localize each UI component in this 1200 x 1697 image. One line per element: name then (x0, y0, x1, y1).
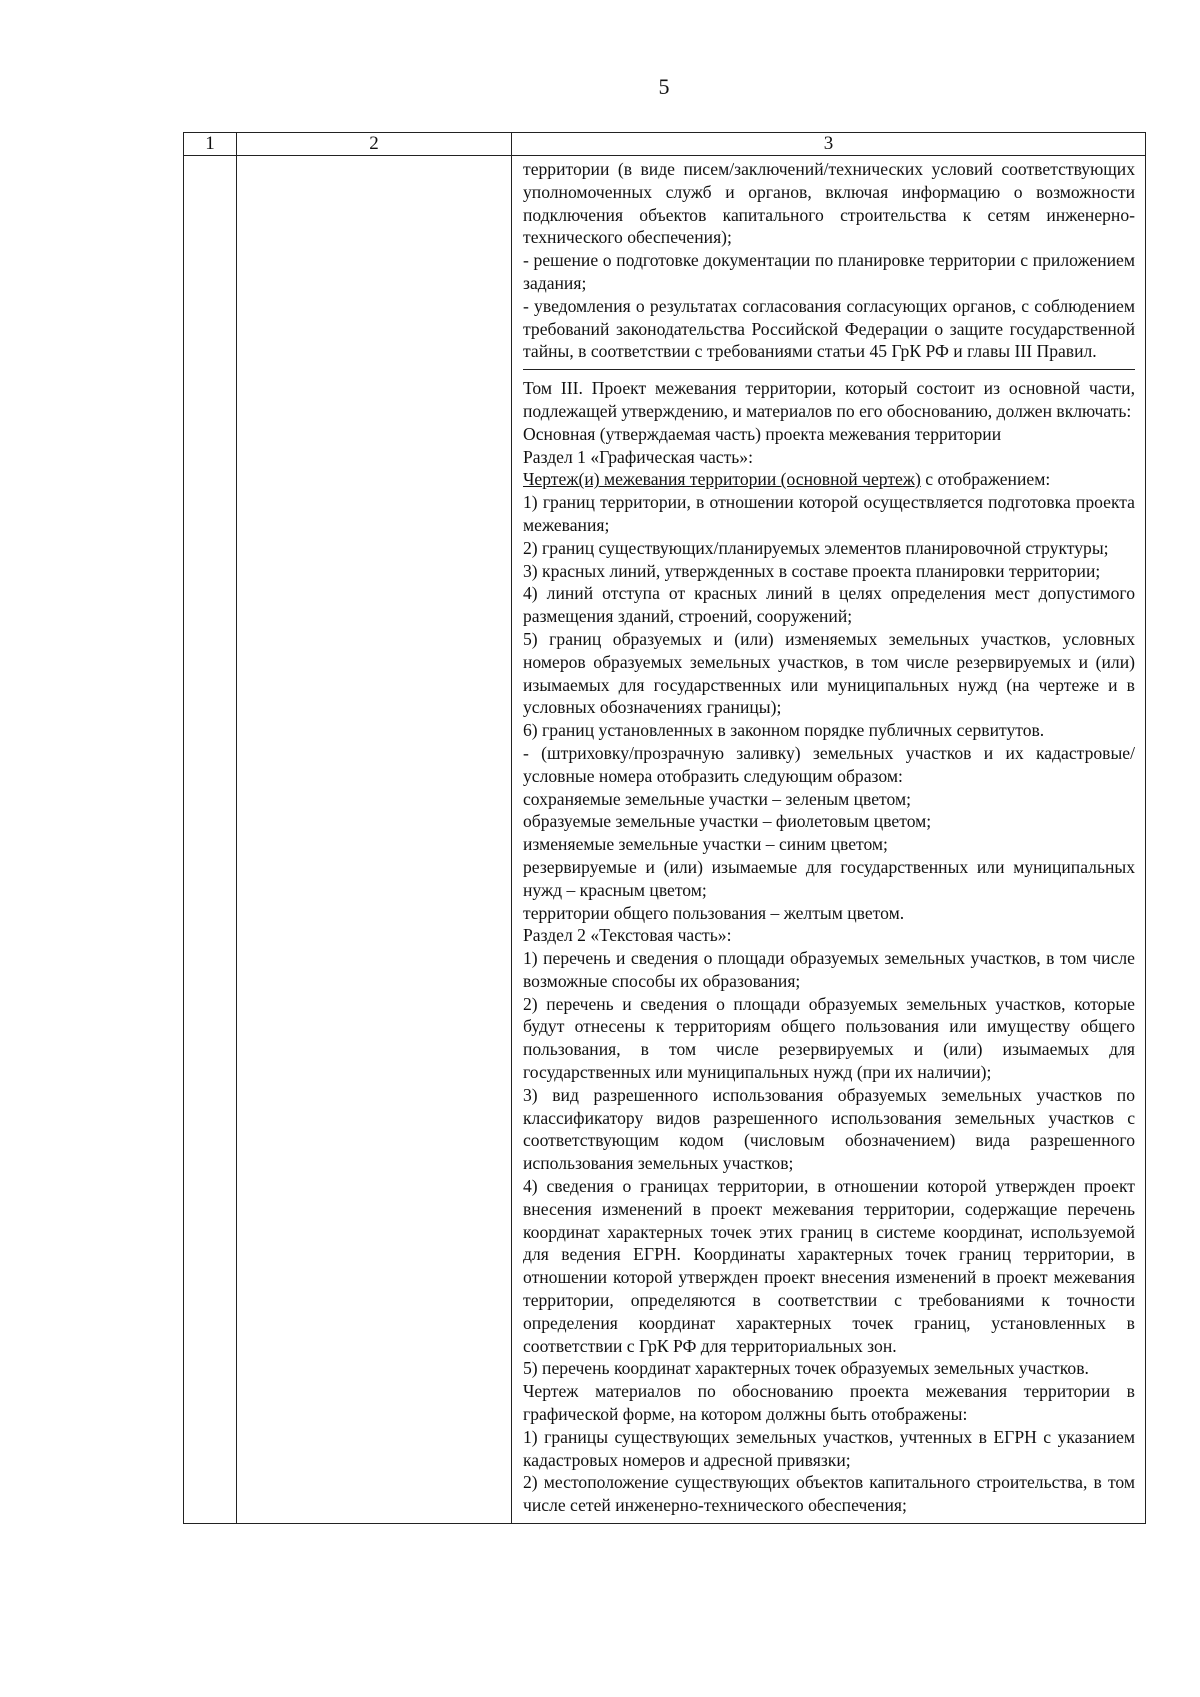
text-block (523, 157, 1135, 369)
table-row (184, 156, 1146, 1524)
paragraph: Чертеж материалов по обоснованию проекта межевания территории в графической форме, на котором должны быть отображены: (523, 1381, 1135, 1425)
cell-col1 (184, 156, 237, 1524)
paragraph: территории (в виде писем/заключений/технических условий соответствующих уполномоченных служб и органов, включая информацию о возможности подключения объектов капитального строительства к сетям инженерно-технического обеспечения); (523, 159, 1135, 248)
paragraph: 1) границы существующих земельных участков, учтенных в ЕГРН с указанием кадастровых номеров и адресной привязки; (523, 1426, 1135, 1470)
paragraph: - уведомления о результатах согласования согласующих органов, с соблюдением требований законодательства Российской Федерации о защите государственной тайны, в соответствии с требованиями статьи 45 ГрК РФ и главы III Правил. (523, 295, 1135, 362)
paragraph: сохраняемые земельные участки – зеленым цветом; (523, 788, 911, 809)
paragraph: территории общего пользования – желтым цветом. (523, 902, 905, 923)
paragraph: Основная (утверждаемая часть) проекта межевания территории (523, 423, 1002, 444)
paragraph: 5) перечень координат характерных точек образуемых земельных участков. (523, 1358, 1089, 1379)
paragraph: - (штриховку/прозрачную заливку) земельных участков и их кадастровые/условные номера отобразить следующим образом: (523, 742, 1135, 786)
paragraph: 6) границ установленных в законном порядке публичных сервитутов. (523, 720, 1045, 741)
cell-col2 (237, 156, 512, 1524)
table-header-row (184, 133, 1146, 156)
paragraph: - решение о подготовке документации по планировке территории с приложением задания; (523, 250, 1135, 293)
cell-col3 (512, 156, 1146, 1524)
page-number: 5 (658, 74, 670, 99)
text-block (523, 369, 1135, 1523)
paragraph: 2) границ существующих/планируемых элементов планировочной структуры; (523, 537, 1109, 558)
paragraph: 2) местоположение существующих объектов капитального строительства, в том числе сетей инженерно-технического обеспечения; (523, 1472, 1135, 1516)
paragraph: резервируемые и (или) изымаемые для государственных или муниципальных нужд – красным цветом; (523, 856, 1135, 900)
column-header-3: 3 (512, 133, 1146, 156)
paragraph: Раздел 2 «Текстовая часть»: (523, 925, 732, 946)
paragraph: 5) границ образуемых и (или) изменяемых земельных участков, условных номеров образуемых земельных участков, в том числе резервируемых и (или) изымаемых для государственных или муниципальных нужд (на чертеже и в условных обозначениях границы); (523, 628, 1135, 718)
paragraph: 4) сведения о границах территории, в отношении которой утвержден проект внесения изменений в проект межевания территории, содержащие перечень координат характерных точек этих границ в системе координат, используемой для ведения ЕГРН. Координаты характерных точек границ территории, в отношении которой утвержден проект внесения изменений в проект межевания территории, определяются в соответствии с требованиями к точности определения координат характерных точек границ, установленных в соответствии с ГрК РФ для территориальных зон. (523, 1176, 1135, 1356)
paragraph: Раздел 1 «Графическая часть»: (523, 446, 753, 467)
paragraph: Том III. Проект межевания территории, который состоит из основной части, подлежащей утверждению, и материалов по его обоснованию, должен включать: (523, 378, 1135, 421)
paragraph: 3) вид разрешенного использования образуемых земельных участков по классификатору видов разрешенного использования земельных участков с соответствующим кодом (числовым обозначением) вида разрешенного использования земельных участков; (523, 1084, 1135, 1174)
underlined-heading: Чертеж(и) межевания территории (основной чертеж) (523, 469, 921, 490)
paragraph-tail: с отображением: (920, 469, 1051, 490)
requirements-table (183, 132, 1146, 1524)
paragraph: изменяемые земельные участки – синим цветом; (523, 834, 888, 855)
paragraph: 2) перечень и сведения о площади образуемых земельных участков, которые будут отнесены к территориям общего пользования или имуществу общего пользования, в том числе резервируемых и (или) изымаемых для государственных или муниципальных нужд (при их наличии); (523, 993, 1135, 1083)
paragraph: 4) линий отступа от красных линий в целях определения мест допустимого размещения зданий, строений, сооружений; (523, 583, 1135, 627)
column-header-1: 1 (184, 133, 237, 156)
paragraph: 1) границ территории, в отношении которой осуществляется подготовка проекта межевания; (523, 492, 1135, 535)
column-header-2: 2 (237, 133, 512, 156)
paragraph: 1) перечень и сведения о площади образуемых земельных участков, в том числе возможные способы их образования; (523, 948, 1135, 991)
paragraph (523, 468, 1135, 491)
requirements-text (512, 156, 1145, 1523)
paragraph: 3) красных линий, утвержденных в составе проекта планировки территории; (523, 560, 1101, 581)
paragraph: образуемые земельные участки – фиолетовым цветом; (523, 811, 932, 832)
